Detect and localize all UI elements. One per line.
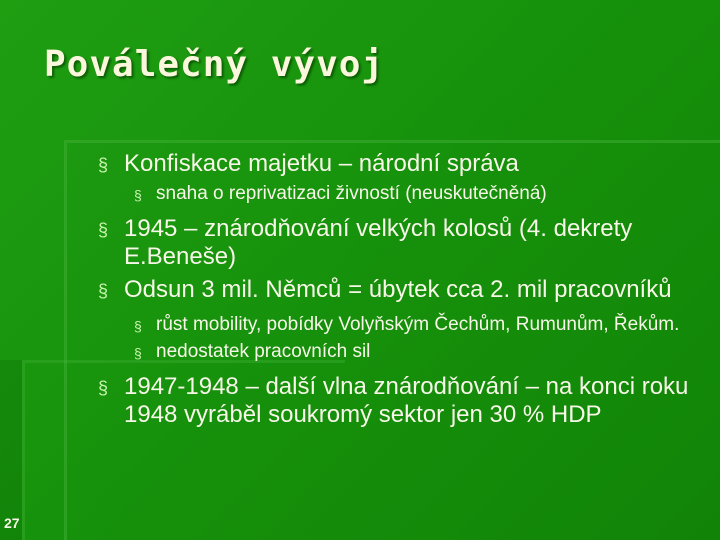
- bullet-text: růst mobility, pobídky Volyňským Čechům, Rumunům, Řekům.: [156, 314, 680, 335]
- frame-line-vertical: [64, 140, 67, 540]
- bullet-text: nedostatek pracovních sil: [156, 341, 371, 362]
- bullet-icon: §: [98, 281, 109, 301]
- bullet-text: Odsun 3 mil. Němců = úbytek cca 2. mil pracovníků: [124, 276, 672, 303]
- sub-bullet-item: [98, 341, 698, 363]
- bullet-item: [98, 215, 698, 271]
- bullet-item: [98, 373, 698, 429]
- bullet-text: snaha o reprivatizaci živností (neuskutečněná): [156, 183, 547, 204]
- corner-shade: [0, 360, 22, 540]
- bullet-item: [98, 150, 698, 178]
- sub-bullet-item: [98, 183, 698, 205]
- frame-line-vertical-lower: [22, 360, 25, 540]
- bullet-icon: §: [134, 187, 142, 203]
- bullet-text: 1947-1948 – další vlna znárodňování – na konci roku 1948 vyráběl soukromý sektor jen 30 % HDP: [124, 373, 689, 428]
- bullet-text: 1945 – znárodňování velkých kolosů (4. dekrety E.Beneše): [124, 215, 633, 270]
- slide-number: 27: [4, 515, 20, 531]
- sub-bullet-item: [98, 314, 698, 336]
- bullet-item: [98, 276, 698, 304]
- bullet-icon: §: [98, 378, 109, 398]
- slide-title: Poválečný vývoj: [44, 44, 385, 85]
- bullet-text: Konfiskace majetku – národní správa: [124, 150, 519, 177]
- bullet-icon: §: [134, 318, 142, 334]
- bullet-icon: §: [98, 155, 109, 175]
- bullet-icon: §: [98, 220, 109, 240]
- bullet-icon: §: [134, 345, 142, 361]
- frame-line-horizontal: [67, 140, 720, 143]
- slide-content: [98, 150, 698, 434]
